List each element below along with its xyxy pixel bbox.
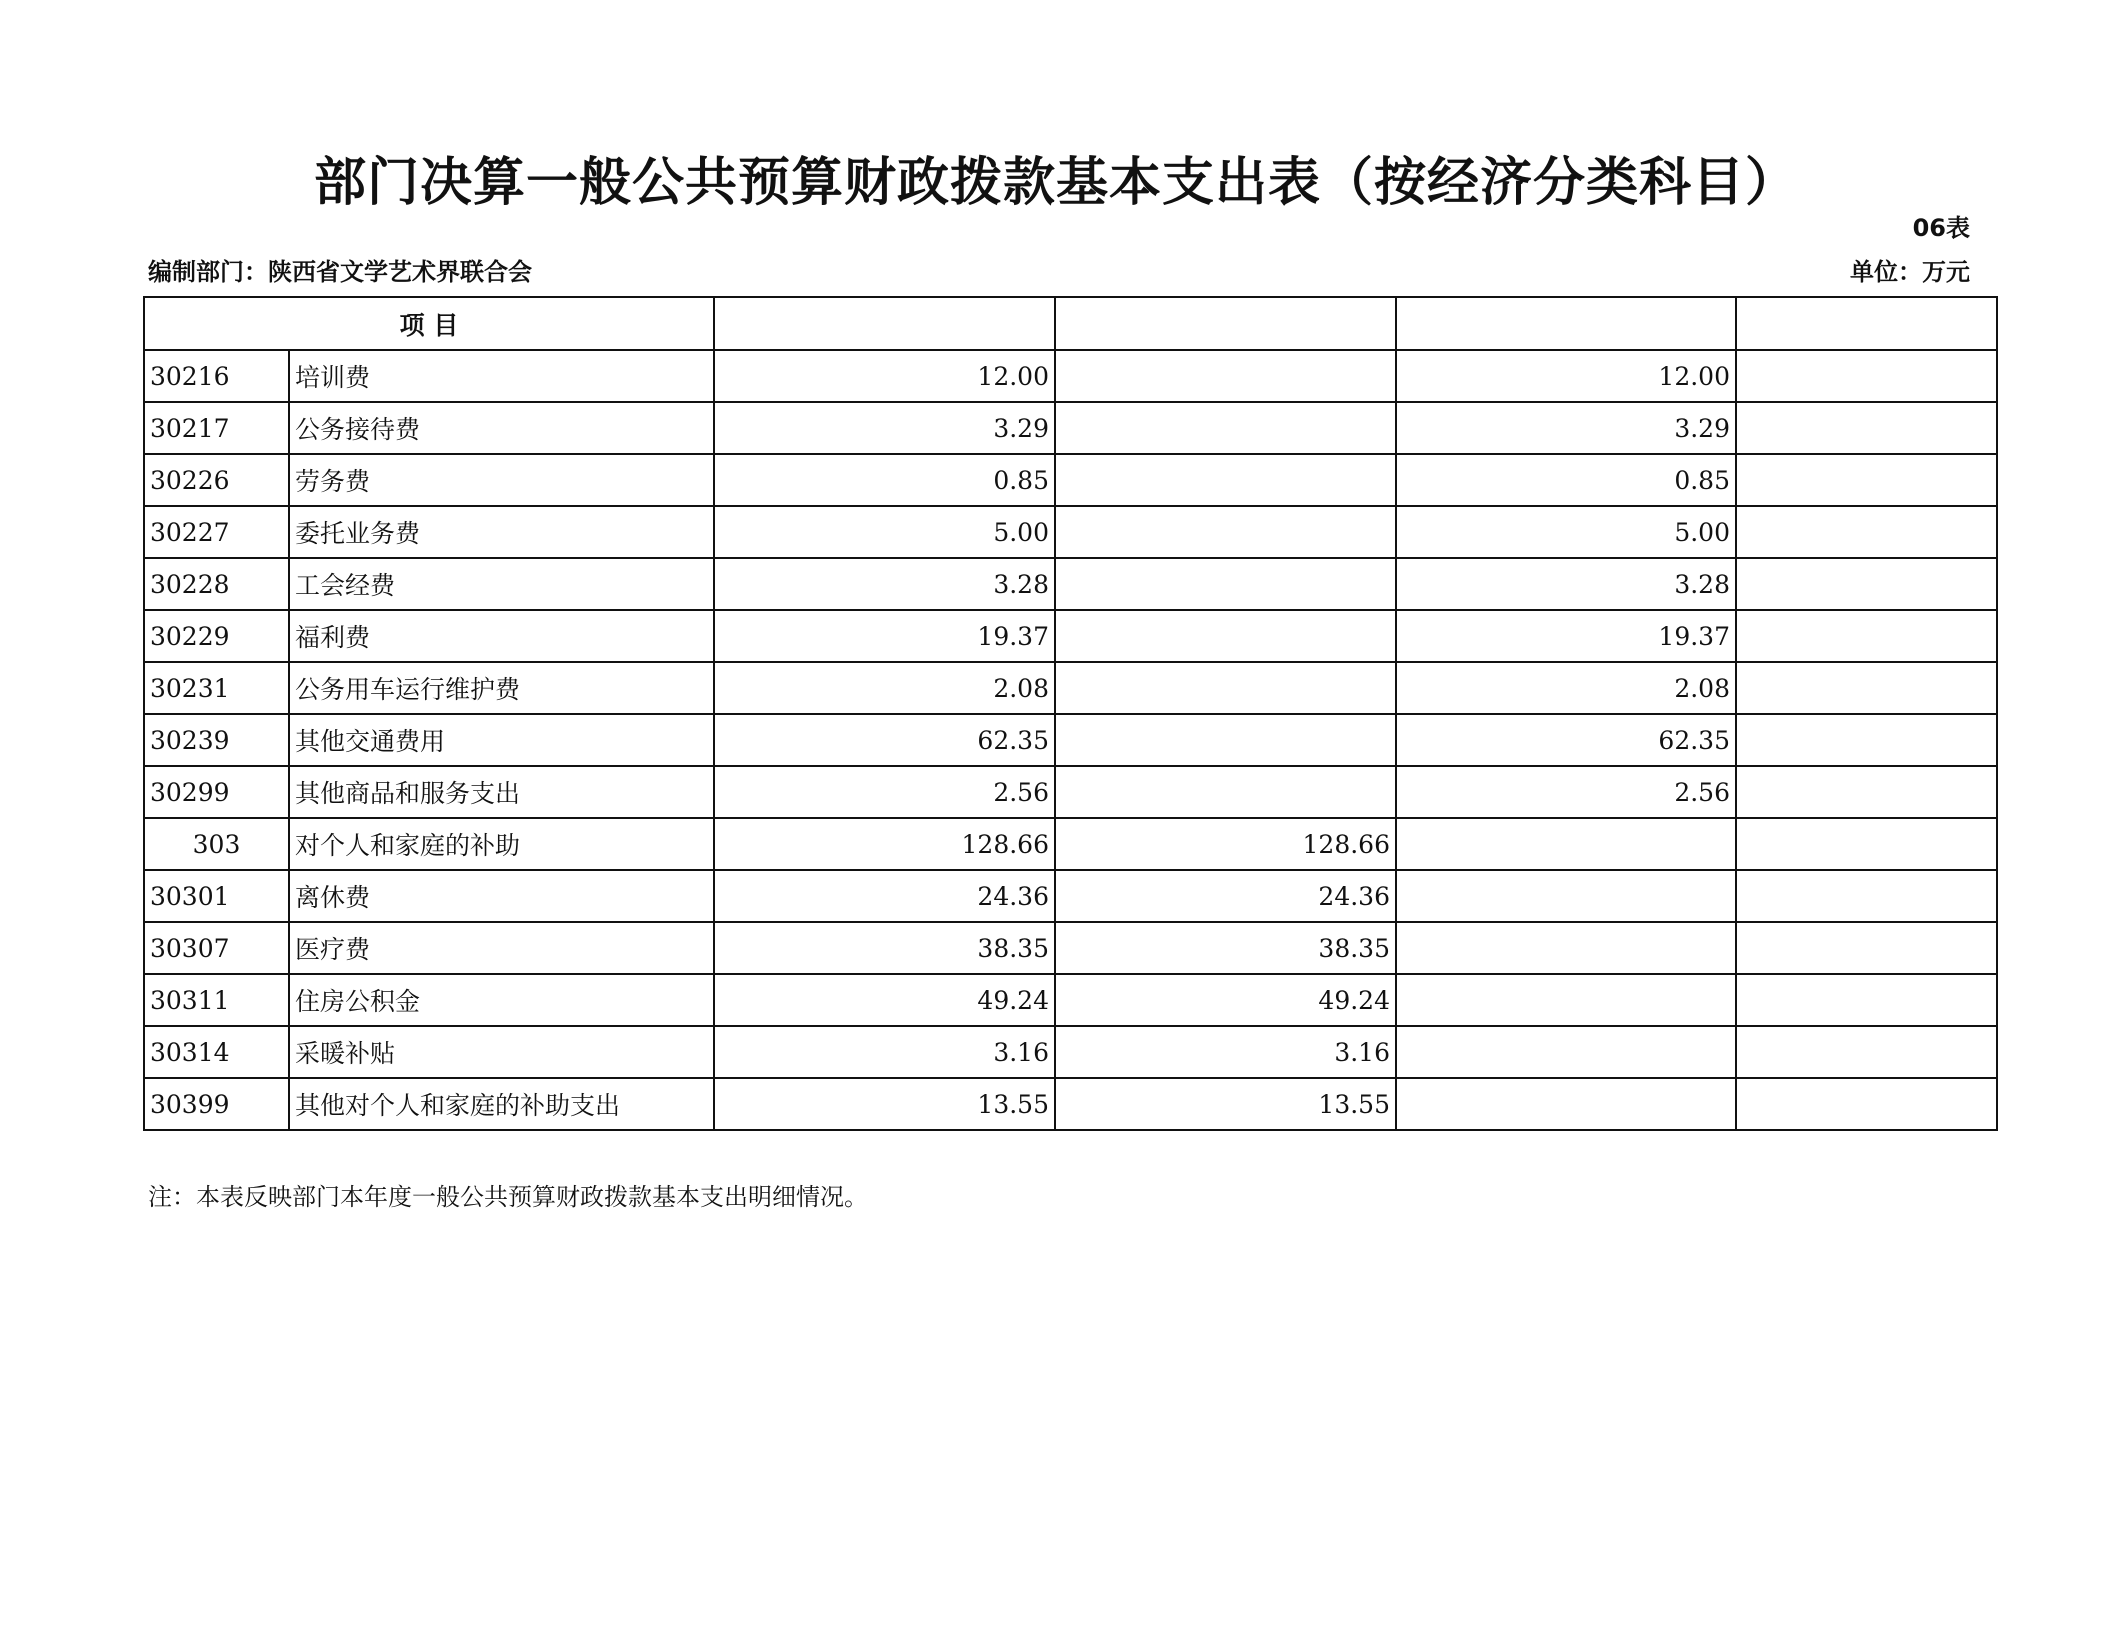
row-col-2 [1055, 454, 1396, 506]
row-col-1: 13.55 [714, 1078, 1055, 1130]
row-col-2: 128.66 [1055, 818, 1396, 870]
table-row [144, 350, 1997, 402]
row-col-1: 3.29 [714, 402, 1055, 454]
row-col-3: 2.08 [1396, 662, 1736, 714]
row-col-3: 2.56 [1396, 766, 1736, 818]
row-col-2 [1055, 766, 1396, 818]
table-row [144, 610, 1997, 662]
row-name: 采暖补贴 [289, 1026, 714, 1078]
header-col-2 [1055, 297, 1396, 350]
row-code: 30399 [144, 1078, 289, 1130]
row-col-1: 19.37 [714, 610, 1055, 662]
row-col-4 [1736, 766, 1997, 818]
row-col-3: 3.29 [1396, 402, 1736, 454]
row-col-4 [1736, 558, 1997, 610]
row-code: 30231 [144, 662, 289, 714]
row-col-4 [1736, 350, 1997, 402]
table-row [144, 818, 1997, 870]
table-row [144, 1026, 1997, 1078]
row-col-2 [1055, 558, 1396, 610]
row-col-3: 62.35 [1396, 714, 1736, 766]
row-name: 住房公积金 [289, 974, 714, 1026]
department-label: 编制部门：陕西省文学艺术界联合会 [148, 258, 532, 286]
row-name: 离休费 [289, 870, 714, 922]
row-col-2: 3.16 [1055, 1026, 1396, 1078]
row-col-3 [1396, 922, 1736, 974]
row-code: 30229 [144, 610, 289, 662]
table-row [144, 662, 1997, 714]
table-row [144, 714, 1997, 766]
row-col-3 [1396, 1026, 1736, 1078]
row-col-3: 19.37 [1396, 610, 1736, 662]
table-row [144, 506, 1997, 558]
row-col-1: 62.35 [714, 714, 1055, 766]
row-col-2 [1055, 402, 1396, 454]
row-code: 30239 [144, 714, 289, 766]
row-code: 30227 [144, 506, 289, 558]
row-name: 其他对个人和家庭的补助支出 [289, 1078, 714, 1130]
header-item: 项 目 [144, 297, 714, 350]
row-col-2 [1055, 506, 1396, 558]
row-col-4 [1736, 714, 1997, 766]
table-body [144, 350, 1997, 1130]
table-row [144, 1078, 1997, 1130]
row-col-3: 3.28 [1396, 558, 1736, 610]
row-col-4 [1736, 870, 1997, 922]
row-name: 医疗费 [289, 922, 714, 974]
row-code: 30307 [144, 922, 289, 974]
row-col-4 [1736, 662, 1997, 714]
row-col-2: 24.36 [1055, 870, 1396, 922]
row-col-2: 13.55 [1055, 1078, 1396, 1130]
row-name: 其他交通费用 [289, 714, 714, 766]
row-col-3: 5.00 [1396, 506, 1736, 558]
row-col-4 [1736, 922, 1997, 974]
row-name: 对个人和家庭的补助 [289, 818, 714, 870]
table-row [144, 402, 1997, 454]
row-col-4 [1736, 1026, 1997, 1078]
row-col-3 [1396, 974, 1736, 1026]
row-col-4 [1736, 1078, 1997, 1130]
header-col-3 [1396, 297, 1736, 350]
row-col-2 [1055, 350, 1396, 402]
row-col-1: 2.08 [714, 662, 1055, 714]
row-col-1: 38.35 [714, 922, 1055, 974]
row-col-3 [1396, 818, 1736, 870]
row-code: 30314 [144, 1026, 289, 1078]
row-col-2 [1055, 662, 1396, 714]
table-row [144, 974, 1997, 1026]
row-code: 30301 [144, 870, 289, 922]
row-col-1: 0.85 [714, 454, 1055, 506]
row-name: 劳务费 [289, 454, 714, 506]
row-col-4 [1736, 454, 1997, 506]
table-header-row [144, 297, 1997, 350]
row-col-2 [1055, 610, 1396, 662]
row-col-1: 49.24 [714, 974, 1055, 1026]
row-code: 30299 [144, 766, 289, 818]
table-row [144, 766, 1997, 818]
row-code: 30311 [144, 974, 289, 1026]
row-col-3 [1396, 870, 1736, 922]
row-col-1: 3.28 [714, 558, 1055, 610]
row-code: 30216 [144, 350, 289, 402]
footnote: 注：本表反映部门本年度一般公共预算财政拨款基本支出明细情况。 [148, 1183, 868, 1211]
row-col-2: 49.24 [1055, 974, 1396, 1026]
row-code: 30226 [144, 454, 289, 506]
row-name: 委托业务费 [289, 506, 714, 558]
row-code: 30228 [144, 558, 289, 610]
table-row [144, 922, 1997, 974]
row-name: 公务接待费 [289, 402, 714, 454]
row-col-2 [1055, 714, 1396, 766]
table-row [144, 558, 1997, 610]
table-row [144, 454, 1997, 506]
row-col-4 [1736, 610, 1997, 662]
row-code: 303 [144, 818, 289, 870]
unit-label: 单位：万元 [1850, 258, 1970, 286]
row-name: 福利费 [289, 610, 714, 662]
row-col-3: 12.00 [1396, 350, 1736, 402]
page-title: 部门决算一般公共预算财政拨款基本支出表（按经济分类科目） [313, 153, 1798, 213]
header-col-1 [714, 297, 1055, 350]
form-number: 06表 [1912, 214, 1970, 242]
row-col-3: 0.85 [1396, 454, 1736, 506]
row-name: 其他商品和服务支出 [289, 766, 714, 818]
row-code: 30217 [144, 402, 289, 454]
expenditure-table [143, 296, 1998, 1131]
row-col-1: 2.56 [714, 766, 1055, 818]
row-col-4 [1736, 818, 1997, 870]
row-col-1: 12.00 [714, 350, 1055, 402]
row-col-2: 38.35 [1055, 922, 1396, 974]
row-col-3 [1396, 1078, 1736, 1130]
row-col-4 [1736, 506, 1997, 558]
row-name: 工会经费 [289, 558, 714, 610]
row-col-1: 24.36 [714, 870, 1055, 922]
row-col-1: 3.16 [714, 1026, 1055, 1078]
row-col-4 [1736, 974, 1997, 1026]
header-col-4 [1736, 297, 1997, 350]
row-col-4 [1736, 402, 1997, 454]
row-name: 公务用车运行维护费 [289, 662, 714, 714]
row-col-1: 5.00 [714, 506, 1055, 558]
row-name: 培训费 [289, 350, 714, 402]
table-row [144, 870, 1997, 922]
row-col-1: 128.66 [714, 818, 1055, 870]
